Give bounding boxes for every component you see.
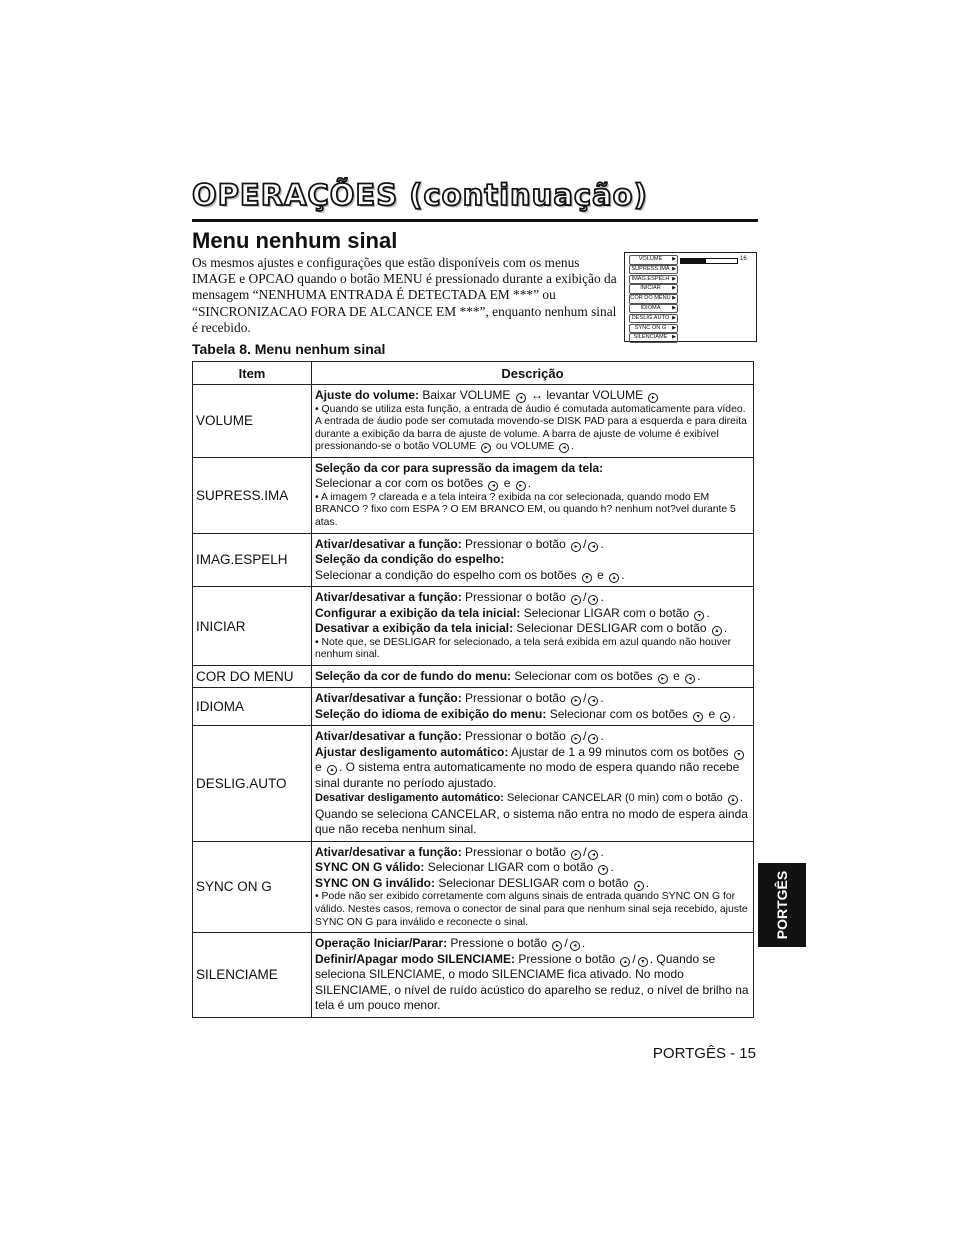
- table-caption: Tabela 8. Menu nenhum sinal: [192, 341, 386, 357]
- table-row: [193, 688, 754, 726]
- button-right-icon: ▸: [571, 595, 581, 605]
- osd-arrow-icon: ▶: [672, 285, 676, 292]
- button-left-icon: ◂: [588, 595, 598, 605]
- button-down-icon: ▾: [638, 957, 648, 967]
- button-up-icon: ▴: [712, 626, 722, 636]
- row-description: Ativar/desativar a função: Pressionar o botão ▸ / ◂ . SYNC ON G válido: Selecionar LIGAR com o botão ▾ . SYNC ON G inválido: Selecionar DESLIGAR com o botão ▴ . • Pode não ser exibido corretamente com alguns sinais de entrada quando SYNC ON G for válido. Nestes casos, remova o conector de sinal para que nenhum sinal seja recebido, ajuste SYNC ON G para inválido e reconecte o sinal.: [312, 841, 754, 932]
- section-title: Menu nenhum sinal: [192, 228, 398, 253]
- row-item-name: SILENCIAME: [193, 933, 312, 1018]
- button-right-icon: ▸: [516, 481, 526, 491]
- button-down-icon: ▾: [694, 611, 704, 621]
- table-row: [193, 533, 754, 587]
- table-row: [193, 726, 754, 842]
- button-left-icon: ◂: [570, 941, 580, 951]
- osd-arrow-icon: ▶: [672, 334, 676, 341]
- row-description: Seleção da cor de fundo do menu: Selecionar com os botões ▸ e ◂ .: [312, 665, 754, 688]
- row-description: Ativar/desativar a função: Pressionar o botão ▸ / ◂ . Ajustar desligamento automático: Ajustar de 1 a 99 minutos com os botões ▾ e ▴ . O sistema entra automaticamente no modo de espera quando não recebe sinal durante no período ajustado. Desativar desligamento automático: Selecionar CANCELAR (0 min) com o botão ▴ . Quando se seleciona CANCELAR, o sistema não entra no modo de espera ainda que não receba nenhum sinal.: [312, 726, 754, 842]
- button-left-icon: ◂: [588, 734, 598, 744]
- page-footer: PORTGÊS - 15: [652, 1045, 756, 1062]
- button-up-icon: ▴: [620, 957, 630, 967]
- button-right-icon: ▸: [658, 674, 668, 684]
- button-right-icon: ▸: [552, 941, 562, 951]
- button-right-icon: ▸: [481, 443, 491, 453]
- button-left-icon: ◂: [588, 542, 598, 552]
- table-row: [193, 665, 754, 688]
- table-header-row: [193, 362, 754, 385]
- row-item-name: VOLUME: [193, 385, 312, 458]
- column-header-item: Item: [193, 362, 312, 385]
- row-item-name: COR DO MENU: [193, 665, 312, 688]
- button-down-icon: ▾: [582, 573, 592, 583]
- row-item-name: SYNC ON G: [193, 841, 312, 932]
- osd-arrow-icon: ▶: [672, 314, 676, 321]
- osd-arrow-icon: ▶: [672, 275, 676, 282]
- osd-item: INICIAR ▶: [629, 284, 678, 294]
- osd-menu-list: [629, 255, 678, 343]
- button-right-icon: ▸: [648, 393, 658, 403]
- row-description: Operação Iniciar/Parar: Pressione o botão ▸ / ◂ . Definir/Apagar modo SILENCIAME: Pressione o botão ▴ / ▾ . Quando se seleciona SILENCIAME, o modo SILENCIAME fica ativado. No modo SILENCIAME, o nível de ruído acústico do aparelho se reduz, o nível de brilho na tela é um pouco menor.: [312, 933, 754, 1018]
- row-item-name: IDIOMA: [193, 688, 312, 726]
- button-left-icon: ◂: [516, 393, 526, 403]
- row-item-name: INICIAR: [193, 587, 312, 666]
- osd-item: SUPRESS.IMA ▶: [629, 265, 678, 275]
- button-right-icon: ▸: [571, 542, 581, 552]
- row-description: Ativar/desativar a função: Pressionar o botão ▸ / ◂ . Seleção da condição do espelho: Selecionar a condição do espelho com os botões ▾ e ▴ .: [312, 533, 754, 587]
- button-left-icon: ◂: [588, 850, 598, 860]
- row-description: Ativar/desativar a função: Pressionar o botão ▸ / ◂ . Configurar a exibição da tela inicial: Selecionar LIGAR com o botão ▾ . Desativar a exibição da tela inicial: Selecionar DESLIGAR com o botão ▴ . • Note que, se DESLIGAR for selecionado, a tela será exibida em azul quando não houver nenhum sinal.: [312, 587, 754, 666]
- table-row: [193, 385, 754, 458]
- button-down-icon: ▾: [693, 712, 703, 722]
- button-left-icon: ◂: [488, 481, 498, 491]
- button-left-icon: ◂: [588, 696, 598, 706]
- osd-item: IDIOMA ▶: [629, 304, 678, 314]
- button-down-icon: ▾: [734, 750, 744, 760]
- osd-arrow-icon: ▶: [672, 304, 676, 311]
- osd-item: SILENCIAME ▶: [629, 333, 678, 343]
- button-up-icon: ▴: [720, 712, 730, 722]
- button-right-icon: ▸: [571, 850, 581, 860]
- osd-item: VOLUME ▶: [629, 255, 678, 265]
- row-item-name: SUPRESS.IMA: [193, 457, 312, 533]
- osd-item: SYNC ON G ▶: [629, 324, 678, 334]
- button-left-icon: ◂: [559, 443, 569, 453]
- intro-paragraph: Os mesmos ajustes e configurações que estão disponíveis com os menus IMAGE e OPCAO quando o botão MENU é pressionado durante a exibição da mensagem “NENHUMA ENTRADA É DETECTADA EM ***” ou “SINCRONIZACAO FORA DE ALCANCE EM ***”, enquanto nenhum sinal é recebido.: [192, 255, 617, 335]
- button-right-icon: ▸: [571, 734, 581, 744]
- button-up-icon: ▴: [609, 573, 619, 583]
- osd-volume-bar: [680, 258, 738, 264]
- osd-volume-value: 16: [740, 256, 747, 262]
- osd-volume-fill: [681, 259, 706, 263]
- table-row: [193, 933, 754, 1018]
- page-title: OPERAÇÕES (continuação): [192, 178, 648, 212]
- row-item-name: DESLIG.AUTO: [193, 726, 312, 842]
- button-down-icon: ▾: [598, 865, 608, 875]
- button-up-icon: ▴: [634, 881, 644, 891]
- column-header-description: Descrição: [312, 362, 754, 385]
- row-description: Ativar/desativar a função: Pressionar o botão ▸ / ◂ . Seleção do idioma de exibição do menu: Selecionar com os botões ▾ e ▴ .: [312, 688, 754, 726]
- osd-item: IMAG.ESPELH ▶: [629, 275, 678, 285]
- button-left-icon: ◂: [685, 674, 695, 684]
- table-row: [193, 457, 754, 533]
- osd-arrow-icon: ▶: [672, 324, 676, 331]
- button-right-icon: ▸: [571, 696, 581, 706]
- button-up-icon: ▴: [728, 795, 738, 805]
- osd-arrow-icon: ▶: [672, 256, 676, 262]
- table-row: [193, 587, 754, 666]
- table-row: [193, 841, 754, 932]
- language-side-tab: PORTGÊS: [758, 863, 806, 947]
- row-item-name: IMAG.ESPELH: [193, 533, 312, 587]
- title-rule: [192, 219, 758, 222]
- row-description: Seleção da cor para supressão da imagem da tela: Selecionar a cor com os botões ◂ e ▸ . • A imagem ? clareada e a tela inteira ? exibida na cor selecionada, quando modo EM BRANCO ? fixo com ESPA ? O EM BRANCO EM, ou quando h? nenhum not?vel durante 5 atas.: [312, 457, 754, 533]
- menu-table: [192, 361, 754, 1018]
- osd-arrow-icon: ▶: [672, 295, 676, 302]
- button-up-icon: ▴: [327, 765, 337, 775]
- osd-arrow-icon: ▶: [672, 265, 676, 272]
- osd-item: DESLIG.AUTO ▶: [629, 314, 678, 324]
- osd-menu-illustration: [624, 252, 757, 342]
- row-description: Ajuste do volume: Baixar VOLUME ◂ ↔ levantar VOLUME ▸ • Quando se utiliza esta função, a entrada de áudio é comutada automaticamente para vídeo. A entrada de áudio pode ser comutada movendo-se DISK PAD para a esquerda e para direita durante a exibição da barra de ajuste de volume. A barra de ajuste de volume é exibível pressionando-se o botão VOLUME ▸ ou VOLUME ◂ .: [312, 385, 754, 458]
- osd-item: COR DO MENU ▶: [629, 294, 678, 304]
